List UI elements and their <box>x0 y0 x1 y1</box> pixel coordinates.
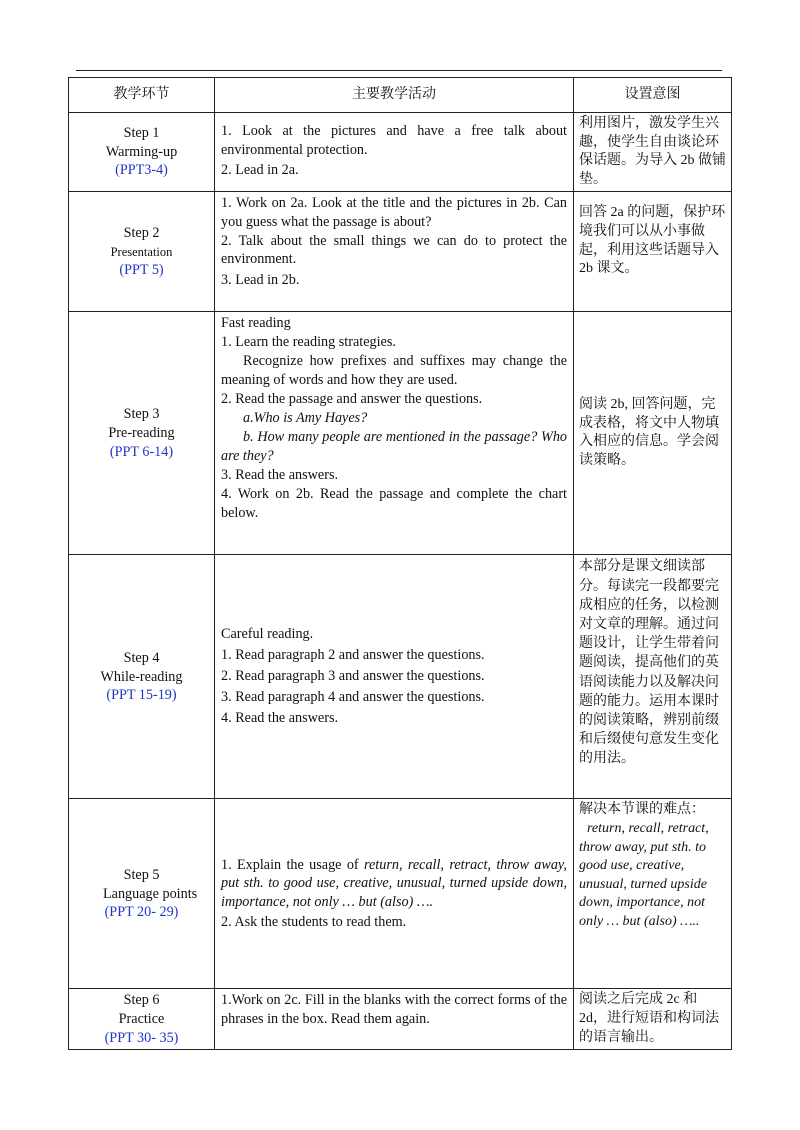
lesson-plan-table <box>68 77 732 1050</box>
table-row <box>69 192 732 312</box>
top-rule <box>76 70 722 71</box>
ppt-range: (PPT 6-14) <box>109 443 174 460</box>
activity-cell <box>215 312 574 555</box>
activity-line: 3. Read paragraph 4 and answer the questions. <box>221 689 485 706</box>
activity-cell <box>215 989 574 1050</box>
activity-line: 3. Lead in 2b. <box>221 271 300 288</box>
step-number: Step 6 <box>123 992 160 1009</box>
table-row <box>69 312 732 555</box>
table-row <box>69 799 732 989</box>
step-number: Step 3 <box>123 406 160 423</box>
activity-cell <box>215 113 574 192</box>
activity-line: a.Who is Amy Hayes? <box>243 410 368 427</box>
step-cell <box>69 989 215 1050</box>
table-row <box>69 555 732 799</box>
table-row <box>69 989 732 1050</box>
activity-line: 1.Work on 2c. Fill in the blanks with the correct forms of the phrases in the box. Read them again. <box>221 992 567 1027</box>
step-name: Pre-reading <box>108 425 175 442</box>
intent-lead: 解决本节课的难点： <box>579 802 705 818</box>
step-number: Step 2 <box>123 224 160 241</box>
header-step: 教学环节 <box>69 78 215 113</box>
activity-line: Recognize how prefixes and suffixes may change the meaning of words and how they are used. <box>221 353 567 389</box>
step-cell <box>69 113 215 192</box>
activity-line: 3. Read the answers. <box>221 467 339 484</box>
intent-cell: 阅读之后完成 2c 和 2d，进行短语和构词法的语言输出。 <box>574 989 732 1050</box>
intent-phrases: return, recall, retract, throw away, put sth. to good use, creative, unusual, turned upside down, importance, not only … but (also) ….. <box>579 820 709 929</box>
step-number: Step 5 <box>123 866 160 883</box>
activity-line: 2. Read the passage and answer the questions. <box>221 391 483 408</box>
header-activity: 主要教学活动 <box>215 78 574 113</box>
activity-line: 4. Work on 2b. Read the passage and complete the chart below. <box>221 486 567 522</box>
activity-cell <box>215 555 574 799</box>
intent-cell: 利用图片，激发学生兴趣，使学生自由谈论环保话题。为导入 2b 做铺垫。 <box>574 113 732 192</box>
activity-line: 2. Talk about the small things we can do to protect the environment. <box>221 232 567 268</box>
ppt-range: (PPT 15-19) <box>106 687 177 704</box>
activity-line: 2. Read paragraph 3 and answer the questions. <box>221 668 485 685</box>
step-name: Language points <box>103 885 198 902</box>
activity-line <box>221 856 567 912</box>
step-number: Step 4 <box>123 649 160 666</box>
activity-line: 1. Work on 2a. Look at the title and the pictures in 2b. Can you guess what the passage is about? <box>221 195 567 230</box>
activity-line: 2. Lead in 2a. <box>221 162 299 179</box>
step-cell <box>69 799 215 989</box>
activity-lead: 1. Explain the usage of <box>221 856 359 873</box>
header-intent: 设置意图 <box>574 78 732 113</box>
step-name: Presentation <box>110 244 173 259</box>
step-name: Warming-up <box>105 143 178 160</box>
step-number: Step 1 <box>123 125 160 142</box>
ppt-range: (PPT 30- 35) <box>104 1029 179 1046</box>
activity-phrases: return, recall, retract, throw away, put sth. to good use, creative, unusual, turned upside down, importance, not only … but (also) …. <box>221 856 567 910</box>
ppt-range: (PPT3-4) <box>115 162 168 179</box>
activity-line: 2. Ask the students to read them. <box>221 914 407 931</box>
intent-cell <box>574 799 732 989</box>
activity-line: 1. Learn the reading strategies. <box>221 334 396 351</box>
table-header-row <box>69 78 732 113</box>
step-cell <box>69 555 215 799</box>
activity-cell <box>215 192 574 312</box>
activity-line: Careful reading. <box>221 626 314 643</box>
table-row <box>69 113 732 192</box>
activity-line: b. How many people are mentioned in the passage? Who are they? <box>221 429 567 465</box>
step-cell <box>69 192 215 312</box>
ppt-range: (PPT 20- 29) <box>104 904 179 921</box>
intent-cell: 本部分是课文细读部分。每读完一段都要完成相应的任务，以检测对文章的理解。通过问题设计，让学生带着问题阅读，提高他们的英语阅读能力以及解决问题的能力。运用本课时的阅读策略，辨别前缀和后缀使句意发生变化的用法。 <box>574 555 732 799</box>
step-name: While-reading <box>100 668 183 685</box>
step-name: Practice <box>118 1010 165 1027</box>
ppt-range: (PPT 5) <box>119 262 164 279</box>
activity-cell <box>215 799 574 989</box>
intent-cell: 回答 2a 的问题，保护环境我们可以从小事做起，利用这些话题导入 2b 课文。 <box>574 192 732 312</box>
activity-line: Fast reading <box>221 315 291 332</box>
step-cell <box>69 312 215 555</box>
activity-line: 1. Look at the pictures and have a free talk about environmental protection. <box>221 123 567 158</box>
activity-line: 1. Read paragraph 2 and answer the questions. <box>221 647 485 664</box>
activity-line: 4. Read the answers. <box>221 710 339 727</box>
intent-cell: 阅读 2b, 回答问题，完成表格，将文中人物填入相应的信息。学会阅读策略。 <box>574 312 732 555</box>
